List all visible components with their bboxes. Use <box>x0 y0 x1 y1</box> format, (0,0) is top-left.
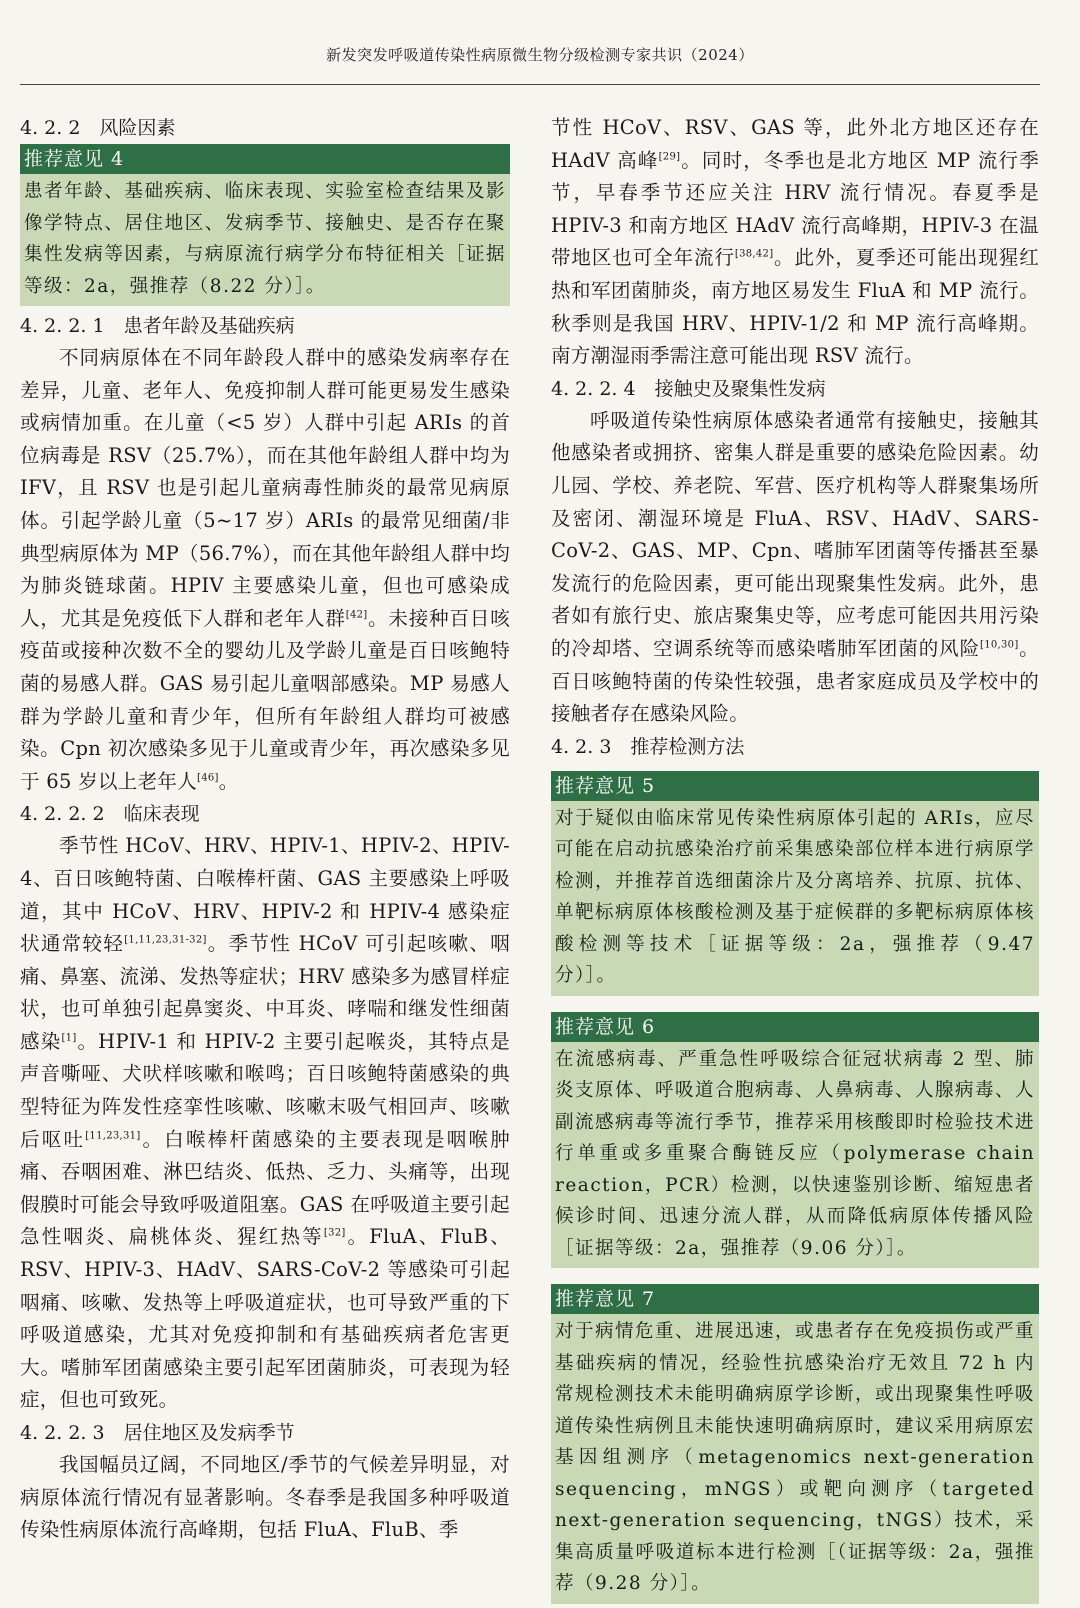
text-run: 。此外，夏季还可能出现猩红热和军团菌肺炎，南方地区易发生 FluA 和 MP 流行。秋季则是我国 HRV、HPIV-1/2 和 MP 流行高峰期。南方潮湿雨季需注意可能出现 RSV 流行。 <box>551 246 1039 368</box>
paragraph-region-and-season-continued <box>551 112 1039 373</box>
section-heading-4-2-2-3: 4. 2. 2. 3 居住地区及发病季节 <box>20 1422 295 1444</box>
recommendation-5 <box>551 771 1039 996</box>
text-run: 。FluA、FluB、RSV、HPIV-3、HAdV、SARS-CoV-2 等感染可引起咽痛、咳嗽、发热等上呼吸道症状，也可导致严重的下呼吸道感染，尤其对免疫抑制和有基础疾病者危害更大。嗜肺军团菌感染主要引起军团菌肺炎，可表现为轻症，但也可致死。 <box>20 1225 510 1412</box>
recommendation-7 <box>551 1284 1039 1604</box>
recommendation-6 <box>551 1012 1039 1269</box>
text-run: 。百日咳鲍特菌的传染性较强，患者家庭成员及学校中的接触者存在感染风险。 <box>551 636 1039 726</box>
citation: [10,30] <box>980 639 1019 651</box>
text-run: 。季节性 HCoV 可引起咳嗽、咽痛、鼻塞、流涕、发热等症状；HRV 感染多为感冒样症状，也可单独引起鼻窦炎、中耳炎、哮喘和继发性细菌感染 <box>20 932 510 1053</box>
text-run: 节性 HCoV、RSV、GAS 等，此外北方地区还存在 HAdV 高峰 <box>551 116 1039 172</box>
citation: [32] <box>323 1227 346 1239</box>
recommendation-5-body: 对于疑似由临床常见传染性病原体引起的 ARIs，应尽可能在启动抗感染治疗前采集感染部位样本进行病原学检测，并推荐首选细菌涂片及分离培养、抗原、抗体、单靶标病原体核酸检测及基于症候群的多靶标病原体核酸检测等技术［证据等级：2a，强推荐（9.47 分）］。 <box>555 807 1036 987</box>
recommendation-5-title: 推荐意见 5 <box>551 771 1039 801</box>
section-heading-4-2-2-2: 4. 2. 2. 2 临床表现 <box>20 803 200 826</box>
recommendation-4-body: 患者年龄、基础疾病、临床表现、实验室检查结果及影像学特点、居住地区、发病季节、接触史、是否存在聚集性发病等因素，与病原流行病学分布特征相关［证据等级：2a，强推荐（8.22 分）］。 <box>24 181 506 297</box>
header-rule <box>20 84 1040 85</box>
recommendation-4 <box>20 144 510 306</box>
citation: [11,23,31] <box>85 1130 141 1142</box>
section-heading-4-2-2: 4. 2. 2 风险因素 <box>20 117 176 139</box>
recommendation-6-body: 在流感病毒、严重急性呼吸综合征冠状病毒 2 型、肺炎支原体、呼吸道合胞病毒、人鼻病毒、人腺病毒、人副流感病毒等流行季节，推荐采用核酸即时检验技术进行单重或多重聚合酶链反应（polymerase chain reaction，PCR）检测，以快速鉴别诊断、缩短患者候诊时间、迅速分流人群，从而降低病原体传播风险［证据等级：2a，强推荐（9.06 分）］。 <box>555 1048 1036 1259</box>
recommendation-6-title: 推荐意见 6 <box>551 1012 1039 1042</box>
paragraph-clinical-manifestation <box>20 830 510 1417</box>
citation: [1,11,23,31-32] <box>124 934 207 946</box>
text-run: 季节性 HCoV、HRV、HPIV-1、HPIV-2、HPIV-4、百日咳鲍特菌、白喉棒杆菌、GAS 主要感染上呼吸道，其中 HCoV、HRV、HPIV-2 和 HPIV-4 感染症状通常较轻 <box>20 834 510 956</box>
text-run: 。 <box>218 769 239 793</box>
paragraph-age-and-disease <box>20 342 510 798</box>
section-heading-4-2-2-4: 4. 2. 2. 4 接触史及聚集性发病 <box>551 377 826 400</box>
text-run: 。同时，冬季也是北方地区 MP 流行季节，早春季节还应关注 HRV 流行情况。春夏季是 HPIV-3 和南方地区 HAdV 流行高峰期，HPIV-3 在温带地区也可全年流行 <box>551 148 1040 270</box>
section-heading-4-2-3: 4. 2. 3 推荐检测方法 <box>551 735 745 758</box>
recommendation-4-title: 推荐意见 4 <box>20 144 510 174</box>
right-column <box>551 112 1039 1608</box>
left-column <box>20 112 510 1547</box>
citation: [42] <box>345 609 368 621</box>
recommendation-7-body: 对于病情危重、进展迅速，或患者存在免疫损伤或严重基础疾病的情况，经验性抗感染治疗无效且 72 h 内常规检测技术未能明确病原学诊断，或出现聚集性呼吸道传染性病例且未能快速明确病原时，建议采用病原宏基因组测序（metagenomics next-generation sequencing，mNGS）或靶向测序（targeted next-generation sequencing，tNGS）技术，采集高质量呼吸道标本进行检测［（证据等级：2a，强推荐（9.28 分）］。 <box>555 1321 1036 1595</box>
text-run: 不同病原体在不同年龄段人群中的感染发病率存在差异，儿童、老年人、免疫抑制人群可能更易发生感染或病情加重。在儿童（<5 岁）人群中引起 ARIs 的首位病毒是 RSV（25.7%），而在其他年龄组人群中均为 IFV，且 RSV 也是引起儿童病毒性肺炎的最常见病原体。引起学龄儿童（5~17 岁）ARIs 的最常见细菌/非典型病原体为 MP（56.7%），而在其他年龄组人群中均为肺炎链球菌。HPIV 主要感染儿童，但也可感染成人，尤其是免疫低下人群和老年人群 <box>20 346 510 630</box>
paragraph-contact-history <box>551 405 1039 731</box>
text-run: 。HPIV-1 和 HPIV-2 主要引起喉炎，其特点是声音嘶哑、犬吠样咳嗽和喉鸣；百日咳鲍特菌感染的典型特征为阵发性痉挛性咳嗽、咳嗽末吸气相回声、咳嗽后呕吐 <box>20 1029 510 1151</box>
section-heading-4-2-2-1: 4. 2. 2. 1 患者年龄及基础疾病 <box>20 315 295 337</box>
recommendation-7-title: 推荐意见 7 <box>551 1284 1039 1314</box>
text-run: 。白喉棒杆菌感染的主要表现是咽喉肿痛、吞咽困难、淋巴结炎、低热、乏力、头痛等，出现假膜时可能会导致呼吸道阻塞。GAS 在呼吸道主要引起急性咽炎、扁桃体炎、猩红热等 <box>20 1127 510 1249</box>
running-head: 新发突发呼吸道传染性病原微生物分级检测专家共识（2024） <box>326 46 754 64</box>
paragraph-region-and-season: 我国幅员辽阔，不同地区/季节的气候差异明显，对病原体流行情况有显著影响。冬春季是我国多种呼吸道传染性病原体流行高峰期，包括 FluA、FluB、季 <box>20 1453 510 1542</box>
text-run: 。未接种百日咳疫苗或接种次数不全的婴幼儿及学龄儿童是百日咳鲍特菌的易感人群。GAS 易引起儿童咽部感染。MP 易感人群为学龄儿童和青少年，但所有年龄组人群均可被感染。Cpn 初次感染多见于儿童或青少年，再次感染多见于 65 岁以上老年人 <box>20 606 510 793</box>
citation: [1] <box>61 1032 77 1044</box>
citation: [38,42] <box>734 248 774 260</box>
citation: [46] <box>197 772 219 784</box>
text-run: 呼吸道传染性病原体感染者通常有接触史，接触其他感染者或拥挤、密集人群是重要的感染危险因素。幼儿园、学校、养老院、军营、医疗机构等人群聚集场所及密闭、潮湿环境是 FluA、RSV、HAdV、SARS-CoV-2、GAS、MP、Cpn、嗜肺军团菌等传播甚至暴发流行的危险因素，更可能出现聚集性发病。此外，患者如有旅行史、旅店聚集史等，应考虑可能因共用污染的冷却塔、空调系统等而感染嗜肺军团菌的风险 <box>551 408 1039 660</box>
citation: [29] <box>658 151 681 163</box>
